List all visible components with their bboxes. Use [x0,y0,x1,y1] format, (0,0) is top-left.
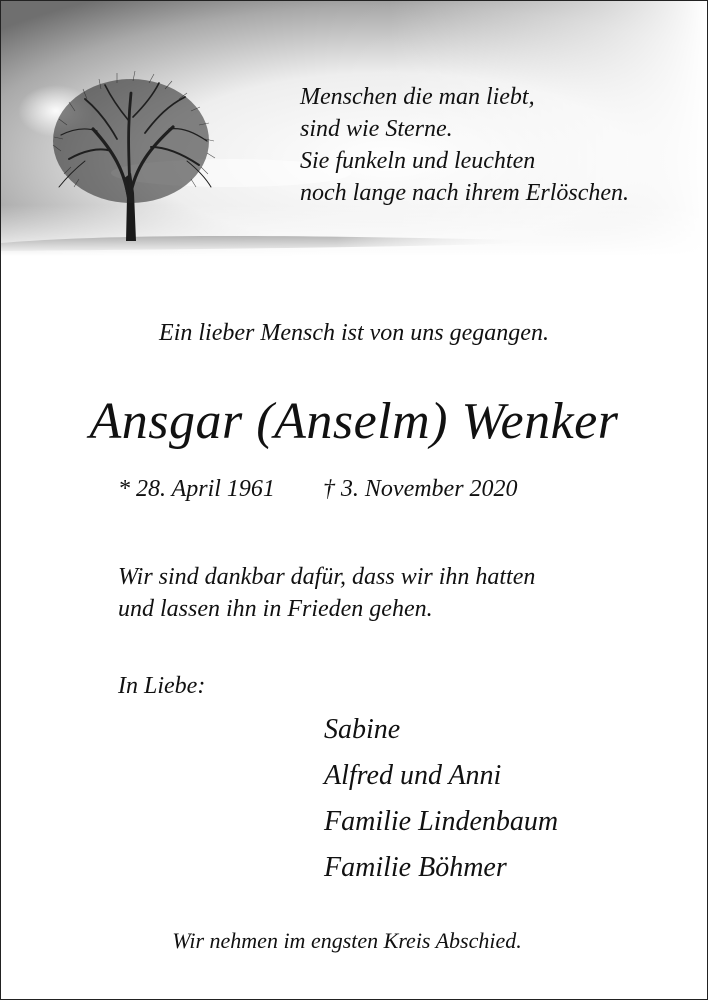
poem [300,81,629,209]
death-date: † 3. November 2020 [322,476,518,502]
mourner-name: Alfred und Anni [324,760,502,791]
thanks-text [118,561,535,625]
poem-line: Menschen die man liebt, [300,84,535,110]
thanks-line: Wir sind dankbar dafür, dass wir ihn hatten [118,564,536,590]
poem-line: sind wie Sterne. [300,116,453,142]
mourner-name: Familie Lindenbaum [324,806,559,837]
deceased-name: Ansgar (Anselm) Wenker [89,393,619,450]
mourners-list [324,707,558,891]
poem-line: Sie funkeln und leuchten [300,148,536,174]
birth-date: * 28. April 1961 [118,476,275,502]
poem-line: noch lange nach ihrem Erlöschen. [300,180,630,206]
mourner-name: Familie Böhmer [324,852,507,883]
thanks-line: und lassen ihn in Frieden gehen. [118,596,433,622]
header-image [1,1,707,256]
intro-text: Ein lieber Mensch ist von uns gegangen. [159,320,549,346]
mourner-name: Sabine [324,714,401,745]
love-label: In Liebe: [118,673,206,699]
life-dates [118,476,518,503]
closing-text: Wir nehmen im engsten Kreis Abschied. [172,928,522,953]
